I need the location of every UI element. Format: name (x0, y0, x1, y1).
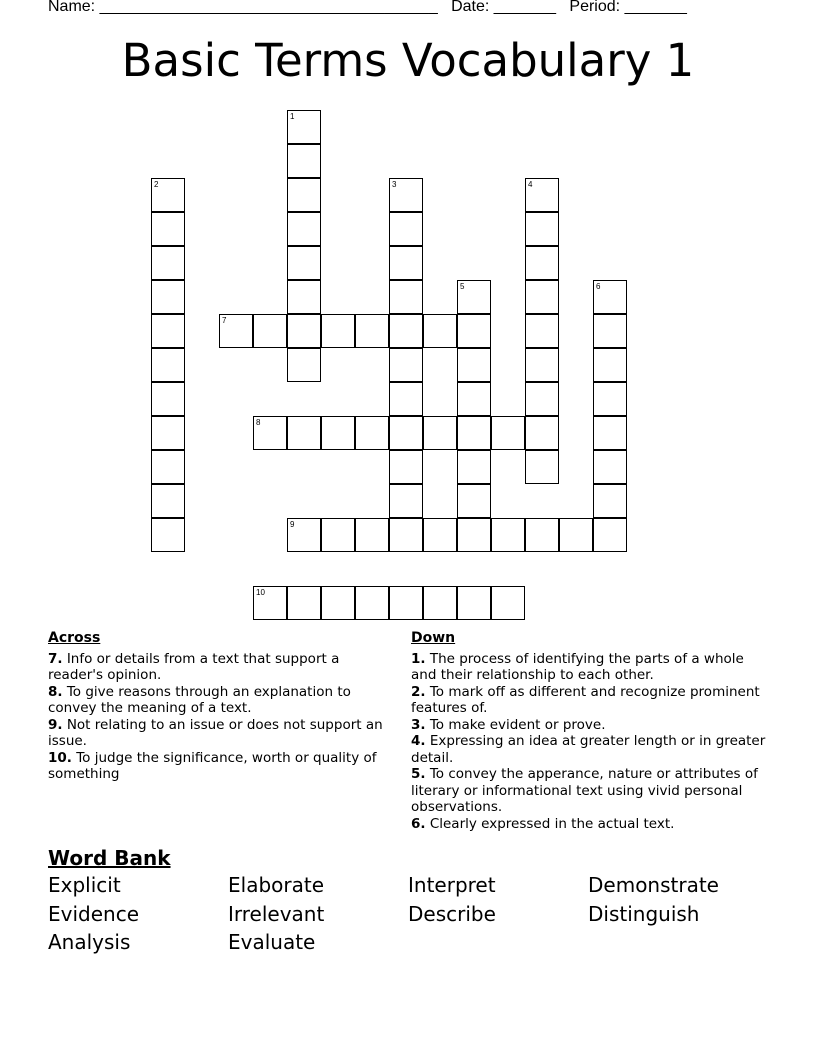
grid-cell[interactable] (423, 586, 457, 620)
clue-number: 10 (256, 588, 265, 597)
grid-cell[interactable] (151, 246, 185, 280)
clue-text: The process of identifying the parts of a whole and their relationship to each other. (411, 650, 744, 683)
period-blank: _______ (624, 0, 687, 15)
grid-cell[interactable] (423, 314, 457, 348)
down-clue (411, 733, 771, 766)
grid-cell[interactable] (491, 518, 525, 552)
across-clue (48, 750, 393, 783)
clue-text: Info or details from a text that support a reader's opinion. (48, 650, 340, 683)
grid-cell[interactable] (287, 586, 321, 620)
clue-number: 4 (528, 180, 533, 189)
grid-cell[interactable] (389, 178, 423, 212)
grid-cell[interactable] (457, 382, 491, 416)
grid-cell[interactable] (525, 348, 559, 382)
clue-text: Expressing an idea at greater length or in greater detail. (411, 733, 766, 766)
word-bank-item: Irrelevant (228, 901, 325, 926)
grid-cell[interactable] (525, 246, 559, 280)
grid-cell[interactable] (355, 586, 389, 620)
grid-cell[interactable] (355, 314, 389, 348)
grid-cell[interactable] (593, 280, 627, 314)
grid-cell[interactable] (525, 280, 559, 314)
clue-number: 3 (392, 180, 397, 189)
clue-number: 9. (48, 716, 63, 733)
grid-cell[interactable] (389, 212, 423, 246)
clue-number: 10. (48, 749, 72, 766)
grid-cell[interactable] (593, 450, 627, 484)
grid-cell[interactable] (525, 416, 559, 450)
grid-cell[interactable] (389, 586, 423, 620)
clue-number: 6. (411, 815, 426, 832)
clue-text: Clearly expressed in the actual text. (429, 815, 675, 832)
grid-cell[interactable] (389, 280, 423, 314)
grid-cell[interactable] (525, 382, 559, 416)
grid-cell[interactable] (151, 314, 185, 348)
grid-cell[interactable] (287, 246, 321, 280)
date-blank: _______ (493, 0, 557, 15)
grid-cell[interactable] (457, 280, 491, 314)
grid-cell[interactable] (389, 518, 423, 552)
grid-cell[interactable] (457, 518, 491, 552)
name-blank: ______________________________________ (99, 0, 438, 15)
name-label: Name: (48, 0, 96, 15)
grid-cell[interactable] (287, 416, 321, 450)
grid-cell[interactable] (457, 348, 491, 382)
word-bank-item: Describe (408, 901, 496, 926)
date-label: Date: (451, 0, 490, 15)
word-bank-item: Analysis (48, 930, 131, 954)
grid-cell[interactable] (151, 382, 185, 416)
grid-cell[interactable] (151, 484, 185, 518)
clue-text: To judge the significance, worth or quality of something (48, 749, 377, 782)
word-bank-item: Distinguish (588, 901, 700, 926)
down-clue (411, 816, 771, 833)
down-clue (411, 766, 771, 816)
clue-number: 5. (411, 766, 426, 782)
clue-text: To mark off as different and recognize prominent features of. (411, 683, 760, 716)
grid-cell[interactable] (253, 586, 287, 620)
clue-text: To convey the apperance, nature or attributes of literary or informational text using vivid personal observations. (411, 766, 758, 815)
grid-cell[interactable] (525, 314, 559, 348)
grid-cell[interactable] (593, 484, 627, 518)
clue-number: 9 (290, 520, 295, 529)
clue-number: 7 (222, 316, 227, 325)
grid-cell[interactable] (525, 450, 559, 484)
clue-text: To give reasons through an explanation to convey the meaning of a text. (48, 683, 351, 716)
word-bank-item: Evidence (48, 901, 140, 926)
page-title: Basic Terms Vocabulary 1 (121, 34, 695, 87)
grid-cell[interactable] (423, 416, 457, 450)
grid-cell[interactable] (219, 314, 253, 348)
grid-cell[interactable] (389, 450, 423, 484)
clue-number: 6 (596, 282, 601, 291)
grid-cell[interactable] (491, 586, 525, 620)
across-clue (48, 684, 393, 717)
grid-cell[interactable] (355, 518, 389, 552)
word-bank-item: Interpret (408, 873, 496, 897)
down-heading: Down (411, 630, 456, 646)
grid-cell[interactable] (151, 416, 185, 450)
grid-cell[interactable] (457, 484, 491, 518)
grid-cell[interactable] (151, 518, 185, 552)
grid-cell[interactable] (525, 212, 559, 246)
grid-cell[interactable] (287, 110, 321, 144)
grid-cell[interactable] (287, 314, 321, 348)
grid-cell[interactable] (593, 518, 627, 552)
clue-number: 5 (460, 282, 465, 291)
grid-cell[interactable] (287, 144, 321, 178)
grid-cell[interactable] (457, 586, 491, 620)
grid-cell[interactable] (389, 416, 423, 450)
grid-cell[interactable] (389, 348, 423, 382)
grid-cell[interactable] (355, 416, 389, 450)
grid-cell[interactable] (389, 382, 423, 416)
word-bank-item: Evaluate (228, 930, 316, 954)
grid-cell[interactable] (151, 178, 185, 212)
grid-cell[interactable] (389, 246, 423, 280)
word-bank-item: Explicit (48, 873, 121, 897)
grid-cell[interactable] (457, 450, 491, 484)
grid-cell[interactable] (389, 484, 423, 518)
clue-number: 7. (48, 650, 63, 667)
grid-cell[interactable] (593, 416, 627, 450)
clue-number: 1. (411, 650, 426, 667)
grid-cell[interactable] (525, 518, 559, 552)
grid-cell[interactable] (525, 178, 559, 212)
clue-number: 1 (290, 112, 295, 121)
grid-cell[interactable] (491, 416, 525, 450)
grid-cell[interactable] (423, 518, 457, 552)
grid-cell[interactable] (457, 314, 491, 348)
grid-cell[interactable] (389, 314, 423, 348)
word-bank-item: Elaborate (228, 873, 325, 897)
clue-number: 2 (154, 180, 159, 189)
grid-cell[interactable] (151, 348, 185, 382)
clue-text: Not relating to an issue or does not support an issue. (48, 716, 383, 749)
clue-number: 2. (411, 683, 426, 700)
period-label: Period: (569, 0, 621, 15)
clue-text: To make evident or prove. (429, 716, 606, 733)
across-clue (48, 717, 393, 750)
grid-cell[interactable] (559, 518, 593, 552)
grid-cell[interactable] (593, 348, 627, 382)
grid-cell[interactable] (287, 348, 321, 382)
down-clue (411, 717, 771, 734)
word-bank-item: Demonstrate (588, 873, 719, 897)
clue-number: 8. (48, 683, 63, 700)
grid-cell[interactable] (321, 518, 355, 552)
clue-number: 8 (256, 418, 261, 427)
grid-cell[interactable] (593, 382, 627, 416)
word-bank-heading: Word Bank (48, 846, 171, 870)
student-info-header (48, 0, 687, 16)
grid-cell[interactable] (287, 178, 321, 212)
grid-cell[interactable] (287, 280, 321, 314)
down-clue (411, 651, 771, 684)
across-clues (48, 630, 393, 783)
down-clue (411, 684, 771, 717)
grid-cell[interactable] (321, 416, 355, 450)
grid-cell[interactable] (321, 586, 355, 620)
grid-cell[interactable] (287, 518, 321, 552)
clue-number: 4. (411, 733, 426, 749)
grid-cell[interactable] (151, 280, 185, 314)
clue-number: 3. (411, 716, 426, 733)
grid-cell[interactable] (457, 416, 491, 450)
grid-cell[interactable] (253, 314, 287, 348)
across-clue (48, 651, 393, 684)
grid-cell[interactable] (253, 416, 287, 450)
grid-cell[interactable] (321, 314, 355, 348)
across-heading: Across (48, 630, 101, 646)
grid-cell[interactable] (287, 212, 321, 246)
grid-cell[interactable] (151, 212, 185, 246)
down-clues (411, 630, 771, 832)
grid-cell[interactable] (593, 314, 627, 348)
grid-cell[interactable] (151, 450, 185, 484)
